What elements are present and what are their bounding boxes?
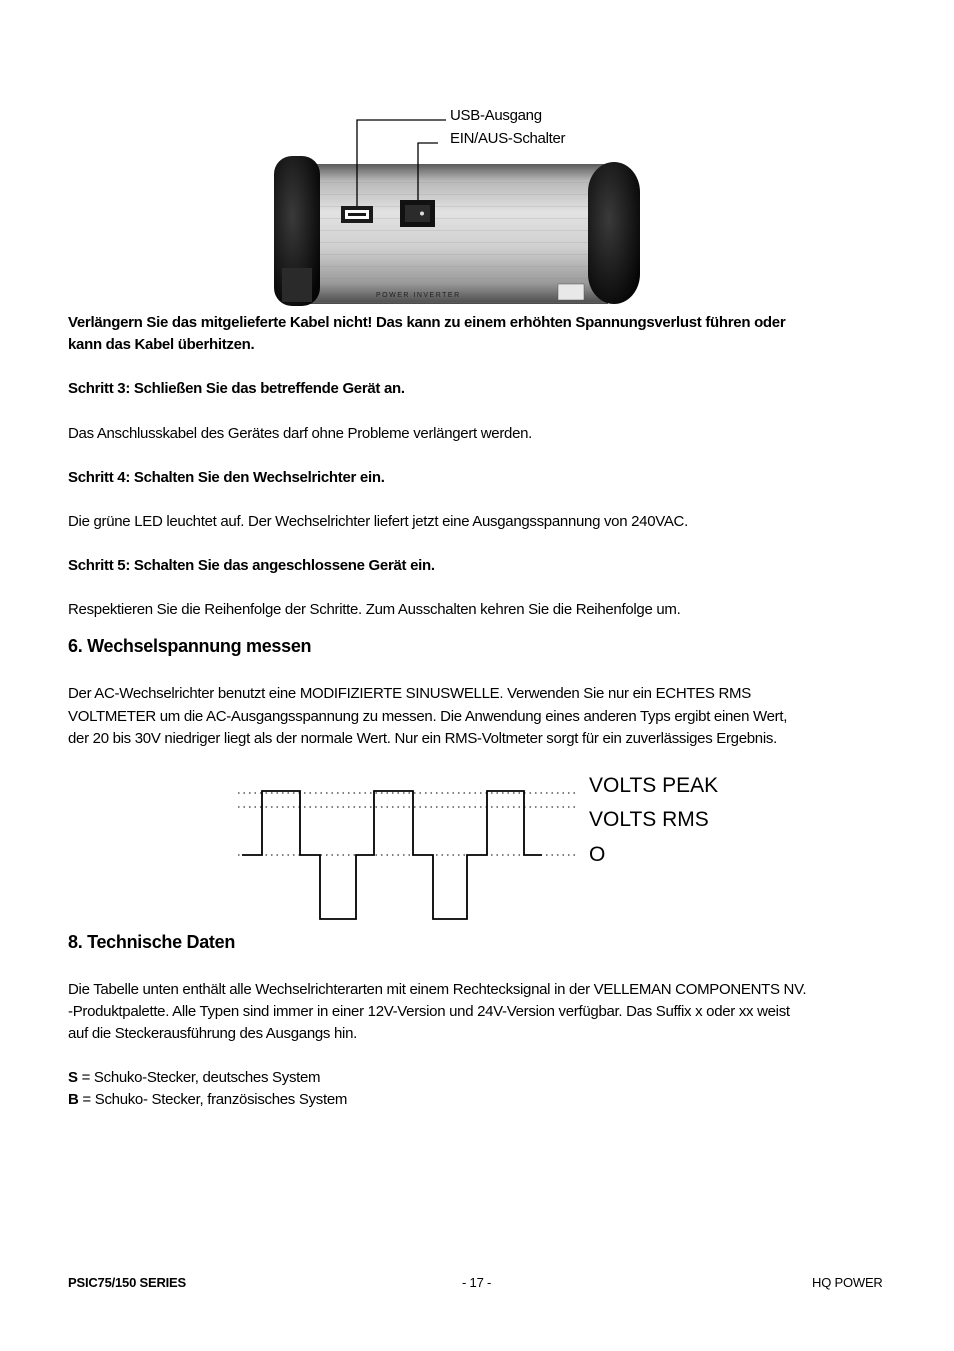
footer-page-number: - 17 - xyxy=(462,1275,492,1290)
device-label: POWER INVERTER xyxy=(376,292,461,299)
warning-line-2: kann das Kabel überhitzen. xyxy=(68,336,255,353)
warning-line-1: Verlängern Sie das mitgelieferte Kabel nicht! Das kann zu einem erhöhten Spannungsverlust führen oder xyxy=(68,314,786,331)
modified-sine-wave-diagram xyxy=(230,766,750,926)
section6-line-3: der 20 bis 30V niedriger liegt als der normale Wert. Nur ein RMS-Voltmeter sorgt für ein zuverlässiges Ergebnis. xyxy=(68,730,777,747)
step3-heading: Schritt 3: Schließen Sie das betreffende Gerät an. xyxy=(68,380,405,397)
step5-text: Respektieren Sie die Reihenfolge der Schritte. Zum Ausschalten kehren Sie die Reihenfolge um. xyxy=(68,601,681,618)
section8-line-3: auf die Steckerausführung des Ausgangs hin. xyxy=(68,1025,357,1042)
volts-peak-label: VOLTS PEAK xyxy=(589,774,719,797)
section6-title: 6. Wechselspannung messen xyxy=(68,636,312,656)
step5-heading: Schritt 5: Schalten Sie das angeschlossene Gerät ein. xyxy=(68,557,435,574)
power-switch-icon xyxy=(400,200,435,227)
section8-line-2: -Produktpalette. Alle Typen sind immer in einer 12V-Version und 24V-Version verfügbar. Das Suffix x oder xx weist xyxy=(68,1003,790,1020)
volts-rms-label: VOLTS RMS xyxy=(589,808,709,831)
usb-port-icon xyxy=(341,206,373,223)
step3-text: Das Anschlusskabel des Gerätes darf ohne Probleme verlängert werden. xyxy=(68,425,533,442)
zero-label: O xyxy=(589,843,606,866)
step4-text: Die grüne LED leuchtet auf. Der Wechselrichter liefert jetzt eine Ausgangsspannung von 240VAC. xyxy=(68,513,688,530)
section8-line-1: Die Tabelle unten enthält alle Wechselrichterarten mit einem Rechtecksignal in der VELLEMAN COMPONENTS NV. xyxy=(68,981,807,998)
section6-line-1: Der AC-Wechselrichter benutzt eine MODIFIZIERTE SINUSWELLE. Verwenden Sie nur ein ECHTES RMS xyxy=(68,685,751,702)
step4-heading: Schritt 4: Schalten Sie den Wechselrichter ein. xyxy=(68,469,385,486)
power-switch-label: EIN/AUS-Schalter xyxy=(450,130,566,147)
legend-s-key: S xyxy=(68,1069,78,1086)
legend-b xyxy=(68,1089,347,1111)
inverter-figure xyxy=(268,86,646,308)
usb-output-label: USB-Ausgang xyxy=(450,107,542,124)
footer-series: PSIC75/150 SERIES xyxy=(68,1275,186,1290)
waveform-figure xyxy=(230,766,750,926)
section8-title: 8. Technische Daten xyxy=(68,932,236,952)
section6-line-2: VOLTMETER um die AC-Ausgangsspannung zu messen. Die Anwendung eines anderen Typs ergibt einen Wert, xyxy=(68,708,788,725)
legend-s-text: = Schuko-Stecker, deutsches System xyxy=(77,1069,321,1086)
legend-b-text: = Schuko- Stecker, französisches System xyxy=(78,1091,348,1108)
footer-brand: HQ POWER xyxy=(812,1275,883,1290)
legend-s xyxy=(68,1067,320,1089)
legend-b-key: B xyxy=(68,1091,79,1108)
